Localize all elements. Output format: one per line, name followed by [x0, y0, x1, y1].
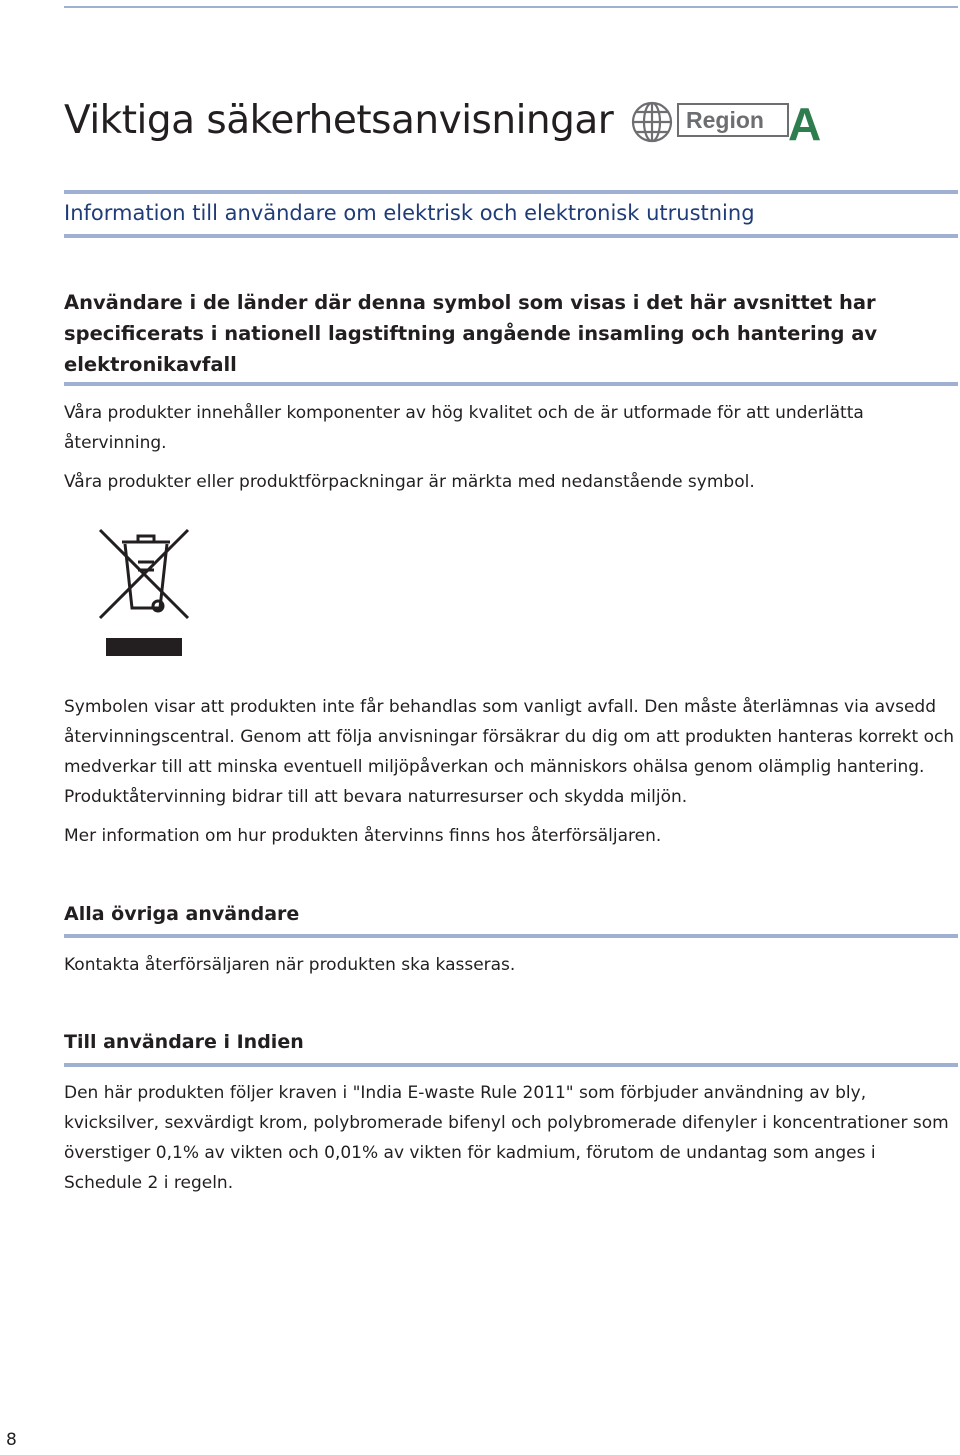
- section-rule-top: [64, 190, 958, 194]
- section-heading: Information till användare om elektrisk och elektronisk utrustning: [64, 201, 755, 225]
- subheading-rule: [64, 382, 958, 386]
- subheading: Användare i de länder där denna symbol som visas i det här avsnittet har specificerats i nationell lagstiftning angående insamling och hantering av elektronikavfall: [64, 291, 878, 376]
- weee-bin-icon: [92, 522, 196, 662]
- section-heading: Till användare i Indien: [64, 1031, 304, 1053]
- paragraph: Symbolen visar att produkten inte får behandlas som vanligt avfall. Den måste återlämnas via avsedd återvinningscentral. Genom att följa anvisningar försäkrar du dig om att produkten hanteras korrekt och medverkar till att minska eventuell miljöpåverkan och människors ohälsa genom olämplig hantering. Produktåtervinning bidrar till att bevara naturresurser och skydda miljön.: [64, 697, 955, 807]
- section-rule-bottom: [64, 234, 958, 238]
- section-rule: [64, 1063, 958, 1067]
- page-number: 8: [6, 1430, 17, 1450]
- top-rule: [64, 6, 958, 8]
- paragraph: Mer information om hur produkten återvinns finns hos återförsäljaren.: [64, 826, 662, 846]
- region-label: Region: [686, 107, 764, 133]
- paragraph: Den här produkten följer kraven i "India E-waste Rule 2011" som förbjuder användning av bly, kvicksilver, sexvärdigt krom, polybromerade bifenyl och polybromerade difenyler i koncentrationer som överstiger 0,1% av vikten och 0,01% av vikten för kadmium, förutom de undantag som anges i Schedule 2 i regeln.: [64, 1083, 949, 1193]
- paragraph: Kontakta återförsäljaren när produkten ska kasseras.: [64, 955, 516, 975]
- region-letter: A: [788, 100, 822, 144]
- globe-icon: [630, 100, 830, 144]
- section-heading: Alla övriga användare: [64, 903, 300, 925]
- region-badge: [630, 100, 830, 144]
- page-title: Viktiga säkerhetsanvisningar: [64, 98, 614, 143]
- paragraph: Våra produkter innehåller komponenter av hög kvalitet och de är utformade för att underlätta återvinning.: [64, 403, 864, 453]
- section-rule: [64, 934, 958, 938]
- paragraph: Våra produkter eller produktförpackningar är märkta med nedanstående symbol.: [64, 472, 755, 492]
